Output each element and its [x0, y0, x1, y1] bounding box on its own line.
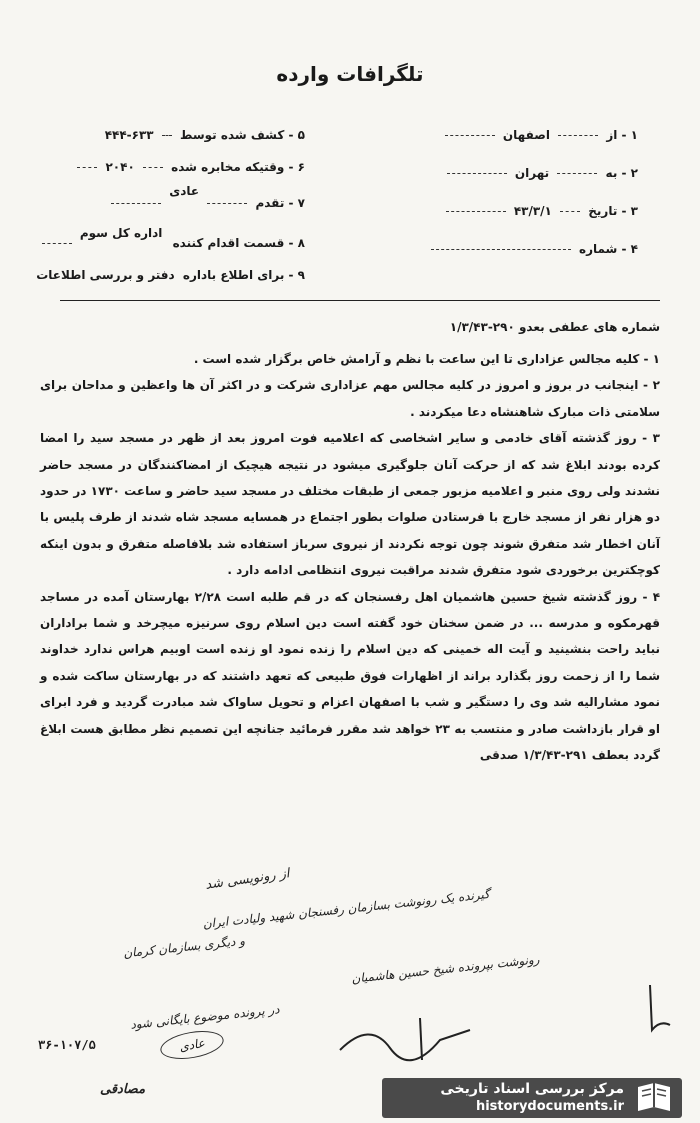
header-field-from — [441, 128, 638, 142]
signature-scribble — [330, 1010, 480, 1070]
paragraph-1: ۱ - کلیه مجالس عزاداری تا این ساعت با نظم و آرامش خاص برگزار شده است . — [193, 352, 660, 366]
field-value: تهران — [514, 166, 550, 180]
oval-stamp — [158, 1027, 226, 1064]
handwritten-note-line4: در پرونده موضوع بایگانی شود — [129, 1002, 281, 1032]
paragraph-3: ۳ - روز گذشته آقای خادمی و سایر اشخاصی که اعلامیه فوت امروز بعد از ظهر در مسجد سید را امضا کرده بودند ابلاغ شد که از حرکت آنان جلوگیری میشود در نتیجه هیچیک از امضاکنندگان در مسجد حاضر نشدند ولی روی منبر و اعلامیه مزبور جمعی از طبقات مختلف در مسجد سید حاضر و ساعت ۱۷۳۰ در حدود دو هزار نفر از مسجد خارج با فرستادن صلوات بطور اجتماع در همسایه مسجد شاه شدند از طرف پلیس با آنان اخطار شد متفرق شوند چون توجه نکردند از نیروی سرباز استفاده شد بلافاصله متفرق و بدون اینکه کوچکترین برخوردی شود متفرق شدند مراقبت نیروی انتظامی ادامه دارد . — [40, 431, 660, 578]
paragraph-4: ۴ - روز گذشته شیخ حسین هاشمیان اهل رفسنجان که در قم طلبه است ۲/۲۸ بهارستان آمده در مساجد قهرمکوه و مدرسه ... در ضمن سخنان خود گفته است دین اسلام روی سرنیزه میچرخد و شما براداران نباید راحت بنشینید و آیت اله خمینی که دین اسلام را زنده نمود او زنده است اوبیم هراس ندارد خداوند شما را از زحمت روز بگذارد براند از اظهارات فوق طبیعی که تعهد داشتند که در بهارستان ساکت شده و نمود مشارالیه شد وی را دستگیر و شب با اصفهان اعزام و تحویل ساواک شد مبادرت گردید و فرد ابرای او قرار بازداشت صادر و منتسب به ۲۳ خواهد شد مقرر فرمائید جنانچه این تصمیم نظر مطابق هست ابلاغ گردد بعطف ۲۹۱-۱/۳/۴۳ صدقی — [40, 589, 661, 763]
handwritten-note-line1: گیرنده یک رونوشت بسازمان رفسنجان شهید ولیادت ایران — [201, 886, 490, 932]
field-label: ۸ - قسمت اقدام کننده — [172, 236, 305, 250]
telegram-body — [40, 346, 660, 769]
handwritten-note-line2: و دیگری بسازمان کرمان — [122, 933, 246, 961]
header-field-number — [427, 242, 638, 256]
watermark-url: historydocuments.ir — [475, 1099, 624, 1114]
document-number: ۳۶-۱۰۷/۵ — [38, 1038, 96, 1052]
field-value: دفتر و بررسی اطلاعات — [36, 268, 175, 282]
handwritten-note-line3: رونوشت بپرونده شیخ حسین هاشمیان — [350, 952, 541, 986]
reference-line: شماره های عطفی بعدو ۲۹۰-۱/۳/۴۳ — [449, 320, 660, 334]
bottom-signature: مصادقی — [100, 1082, 146, 1097]
field-label: ۷ - تقدم — [255, 196, 305, 210]
field-label: ۴ - شماره — [578, 242, 638, 256]
watermark-badge — [382, 1078, 682, 1118]
header-field-sent-time — [73, 160, 305, 174]
field-value: ۴۳/۳/۱ — [513, 204, 552, 218]
header-field-to — [443, 166, 638, 180]
header-field-date — [442, 204, 638, 218]
field-value: اصفهان — [502, 128, 550, 142]
field-label: ۳ - تاریخ — [588, 204, 638, 218]
header-field-info-to — [36, 268, 305, 282]
margin-scribble — [640, 980, 680, 1040]
field-value: اداره کل سوم — [79, 226, 163, 240]
stamp-text: عادی — [178, 1035, 206, 1055]
paragraph-2: ۲ - اینجانب در بروز و امروز در کلیه مجالس مهم عزاداری شرکت و در اکثر آن ها واعظین و مداحان برای سلامتی ذات مبارک شاهنشاه دعا میکردند . — [40, 378, 660, 419]
field-label: ۵ - کشف شده توسط — [180, 128, 305, 142]
field-label: ۲ - به — [605, 166, 638, 180]
field-value: عادی — [169, 184, 200, 198]
handwritten-note-top: از رونویسی شد — [204, 866, 291, 893]
watermark-title: مرکز بررسی اسناد تاریخی — [440, 1081, 624, 1097]
header-divider — [60, 300, 660, 301]
header-field-decoded-by — [105, 128, 305, 142]
document-title: تلگرافات وارده — [276, 62, 424, 86]
field-value: ۲۰۴۰ — [105, 160, 135, 174]
header-field-priority — [107, 184, 305, 210]
field-label: ۶ - وقتیکه مخابره شده — [171, 160, 305, 174]
field-label: ۱ - از — [606, 128, 638, 142]
header-field-action-dept — [38, 226, 305, 250]
field-label: ۹ - برای اطلاع باداره — [182, 268, 305, 282]
field-value: ۴۴۴-۶۳۳ — [104, 128, 154, 142]
book-logo-icon — [634, 1081, 674, 1115]
